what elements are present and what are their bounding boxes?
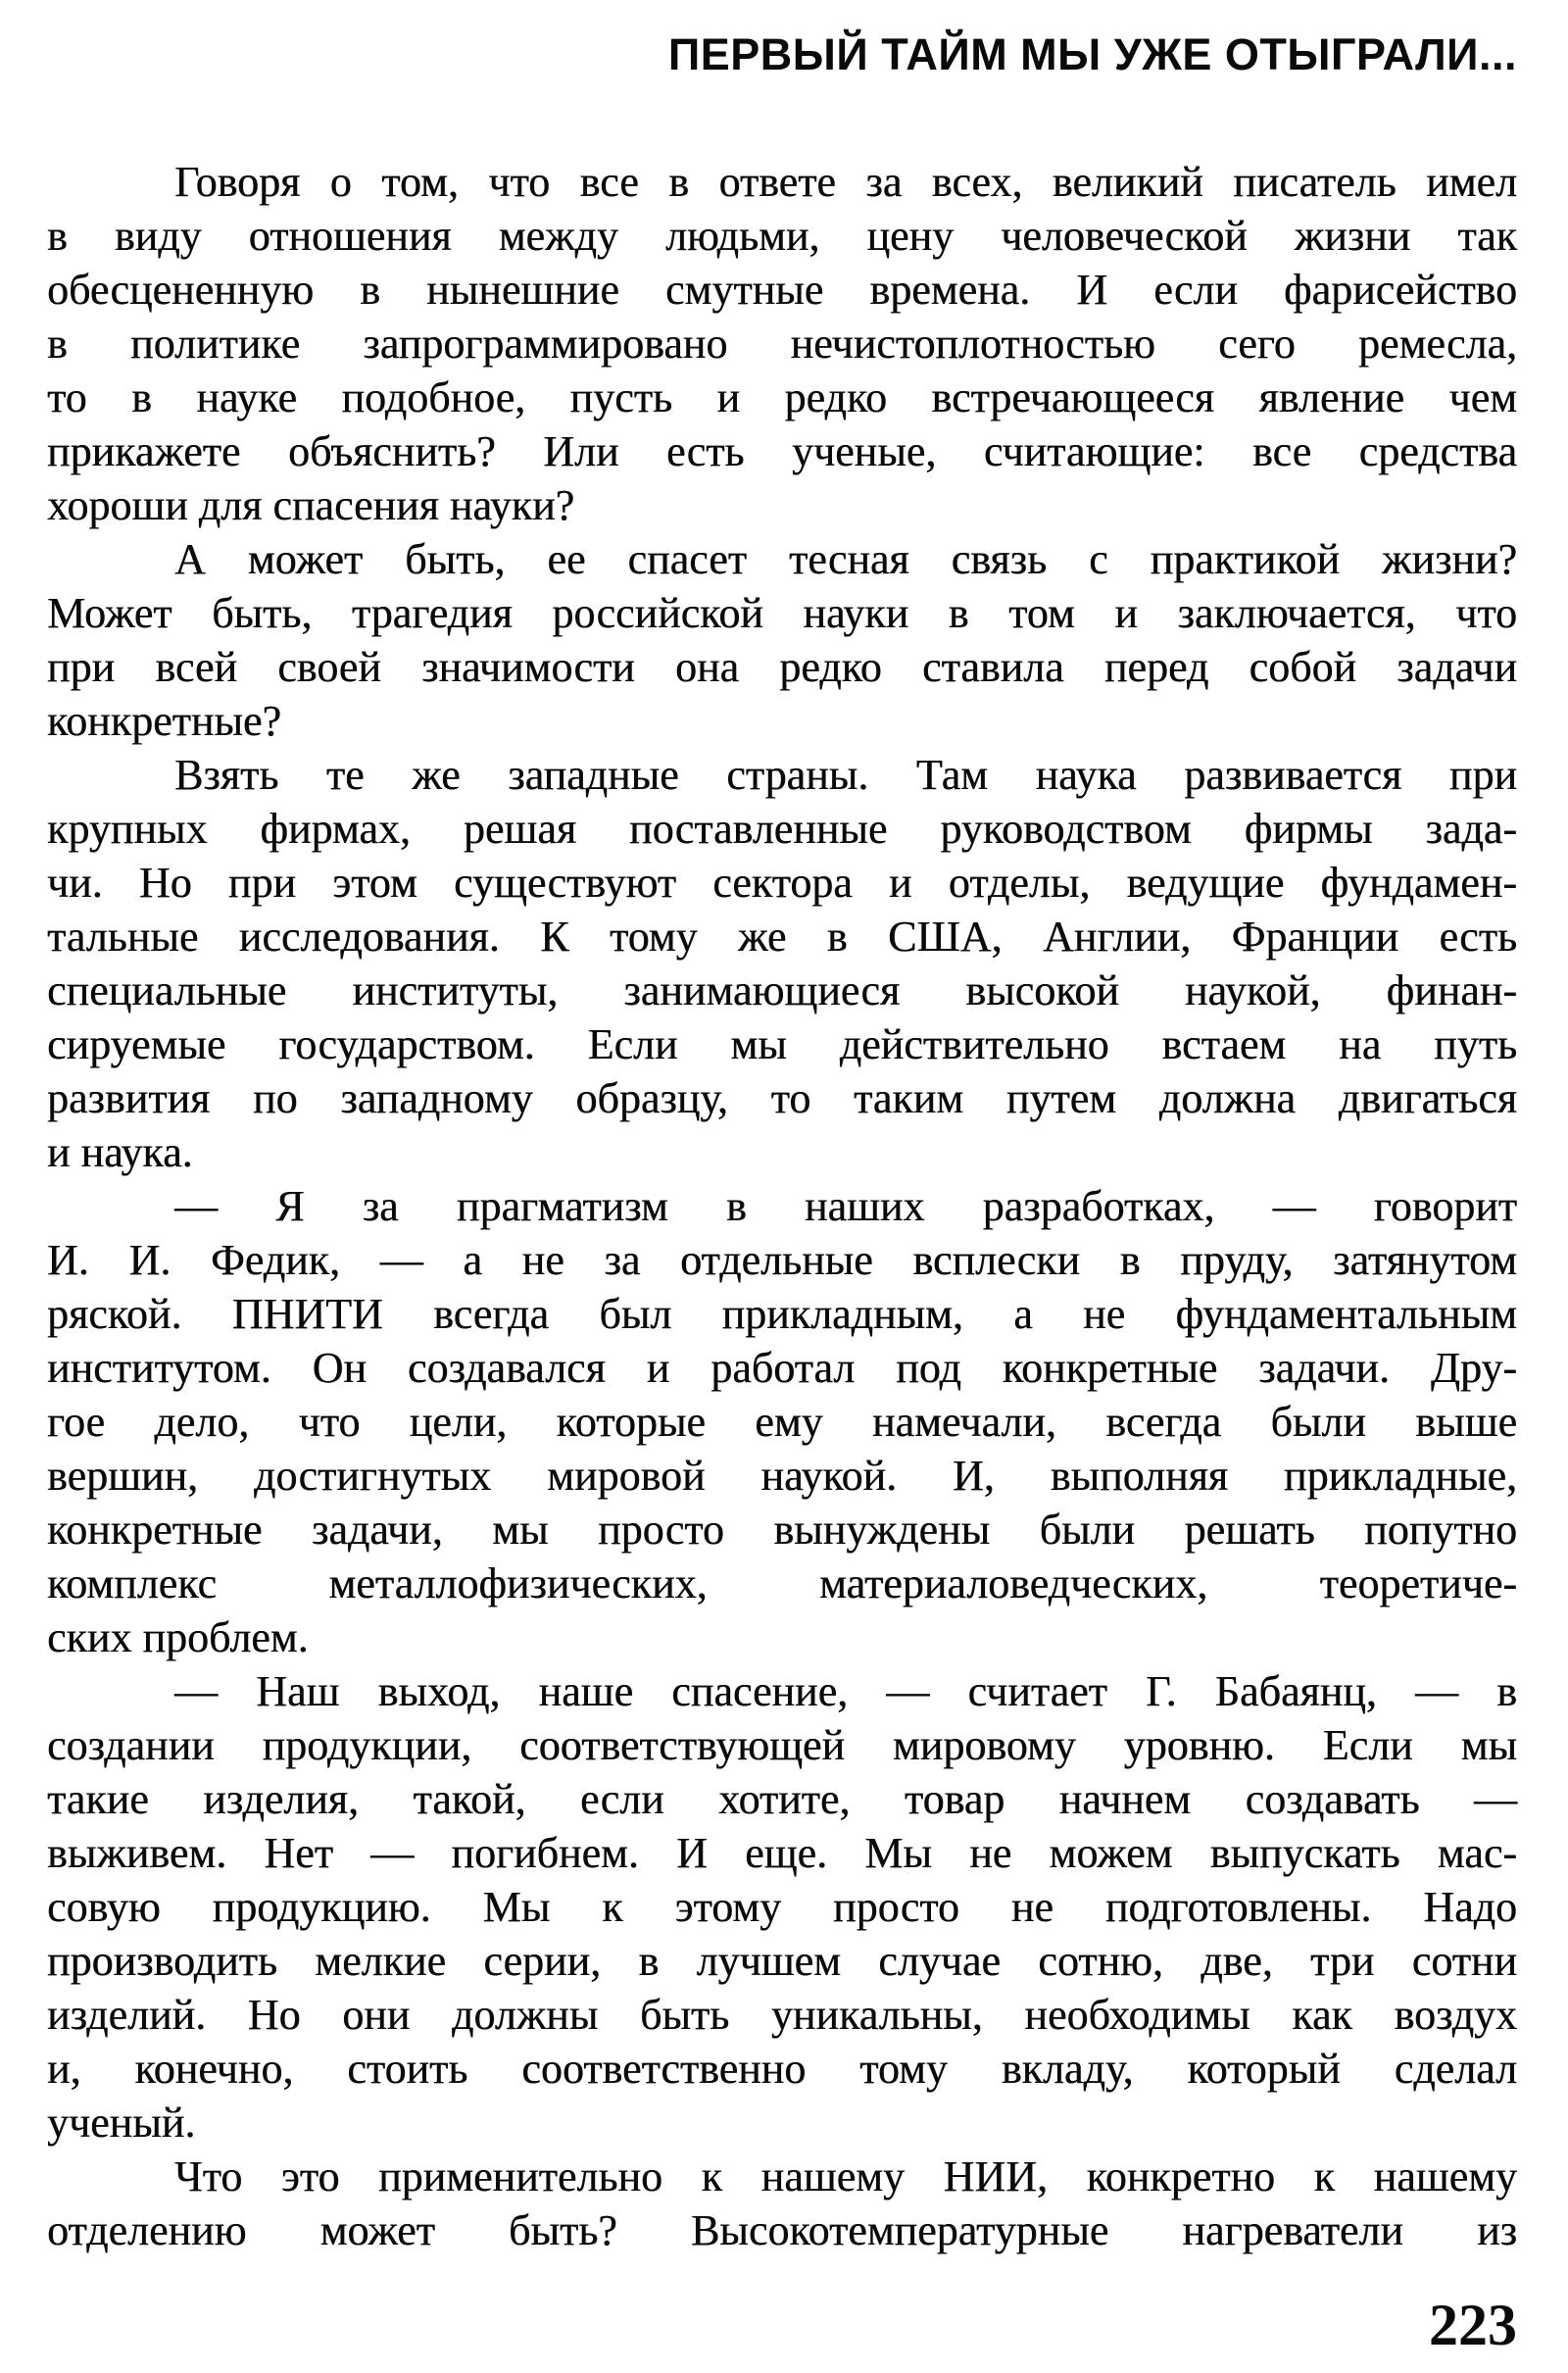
text-line: сируемые государством. Если мы действительно встаем на путь: [47, 1020, 1517, 1068]
text-line: ских проблем.: [47, 1613, 309, 1661]
text-line: чи. Но при этом существуют сектора и отделы, ведущие фундамен-: [47, 859, 1517, 907]
page-number: 223: [1429, 2293, 1517, 2357]
running-header: ПЕРВЫЙ ТАЙМ МЫ УЖЕ ОТЫГРАЛИ...: [667, 29, 1517, 79]
text-line: — Наш выход, наше спасение, — считает Г. Бабаянц, — в: [174, 1667, 1517, 1715]
text-line: производить мелкие серии, в лучшем случае сотню, две, три сотни: [47, 1937, 1517, 1985]
text-line: хороши для спасения науки?: [47, 481, 575, 529]
text-line: и наука.: [47, 1128, 193, 1176]
text-line: то в науке подобное, пусть и редко встречающееся явление чем: [47, 373, 1517, 421]
text-line: И. И. Федик, — а не за отдельные всплески в пруду, затянутом: [47, 1236, 1517, 1284]
text-line: развития по западному образцу, то таким путем должна двигаться: [47, 1074, 1517, 1122]
body-text: [47, 155, 1517, 2257]
text-line: прикажете объяснить? Или есть ученые, считающие: все средства: [47, 427, 1517, 475]
text-line: крупных фирмах, решая поставленные руководством фирмы зада-: [47, 805, 1517, 853]
text-line: Говоря о том, что все в ответе за всех, великий писатель имел: [174, 158, 1517, 206]
text-line: обесцененную в нынешние смутные времена. И если фарисейство: [47, 266, 1517, 314]
text-line: А может быть, ее спасет тесная связь с практикой жизни?: [174, 535, 1517, 583]
text-line: отделению может быть? Высокотемпературные нагреватели из: [47, 2206, 1517, 2254]
text-line: вершин, достигнутых мировой наукой. И, выполняя прикладные,: [47, 1452, 1517, 1500]
text-line: конкретные задачи, мы просто вынуждены были решать попутно: [47, 1506, 1517, 1554]
text-line: изделий. Но они должны быть уникальны, необходимы как воздух: [47, 1991, 1517, 2039]
text-line: в политике запрограммировано нечистоплотностью сего ремесла,: [47, 320, 1517, 368]
text-line: Может быть, трагедия российской науки в том и заключается, что: [47, 589, 1517, 637]
text-line: специальные институты, занимающиеся высокой наукой, финан-: [47, 966, 1517, 1014]
text-line: и, конечно, стоить соответственно тому вкладу, который сделал: [47, 2045, 1517, 2093]
text-line: комплекс металлофизических, материаловедческих, теоретиче-: [47, 1559, 1517, 1607]
text-line: такие изделия, такой, если хотите, товар начнем создавать —: [47, 1775, 1517, 1823]
text-line: Что это применительно к нашему НИИ, конкретно к нашему: [174, 2152, 1517, 2200]
text-line: ученый.: [47, 2099, 196, 2147]
text-line: гое дело, что цели, которые ему намечали, всегда были выше: [47, 1398, 1517, 1446]
text-line: тальные исследования. К тому же в США, Англии, Франции есть: [47, 913, 1517, 961]
text-line: ряской. ПНИТИ всегда был прикладным, а не фундаментальным: [47, 1290, 1517, 1338]
text-line: институтом. Он создавался и работал под конкретные задачи. Дру-: [47, 1344, 1517, 1392]
text-line: в виду отношения между людьми, цену человеческой жизни так: [47, 212, 1517, 260]
text-line: Взять те же западные страны. Там наука развивается при: [174, 751, 1517, 799]
text-line: при всей своей значимости она редко ставила перед собой задачи: [47, 643, 1517, 691]
text-line: совую продукцию. Мы к этому просто не подготовлены. Надо: [47, 1883, 1517, 1931]
text-line: — Я за прагматизм в наших разработках, — говорит: [174, 1182, 1517, 1230]
text-line: выживем. Нет — погибнем. И еще. Мы не можем выпускать мас-: [47, 1829, 1517, 1877]
text-line: конкретные?: [47, 697, 281, 745]
text-line: создании продукции, соответствующей мировому уровню. Если мы: [47, 1721, 1517, 1769]
